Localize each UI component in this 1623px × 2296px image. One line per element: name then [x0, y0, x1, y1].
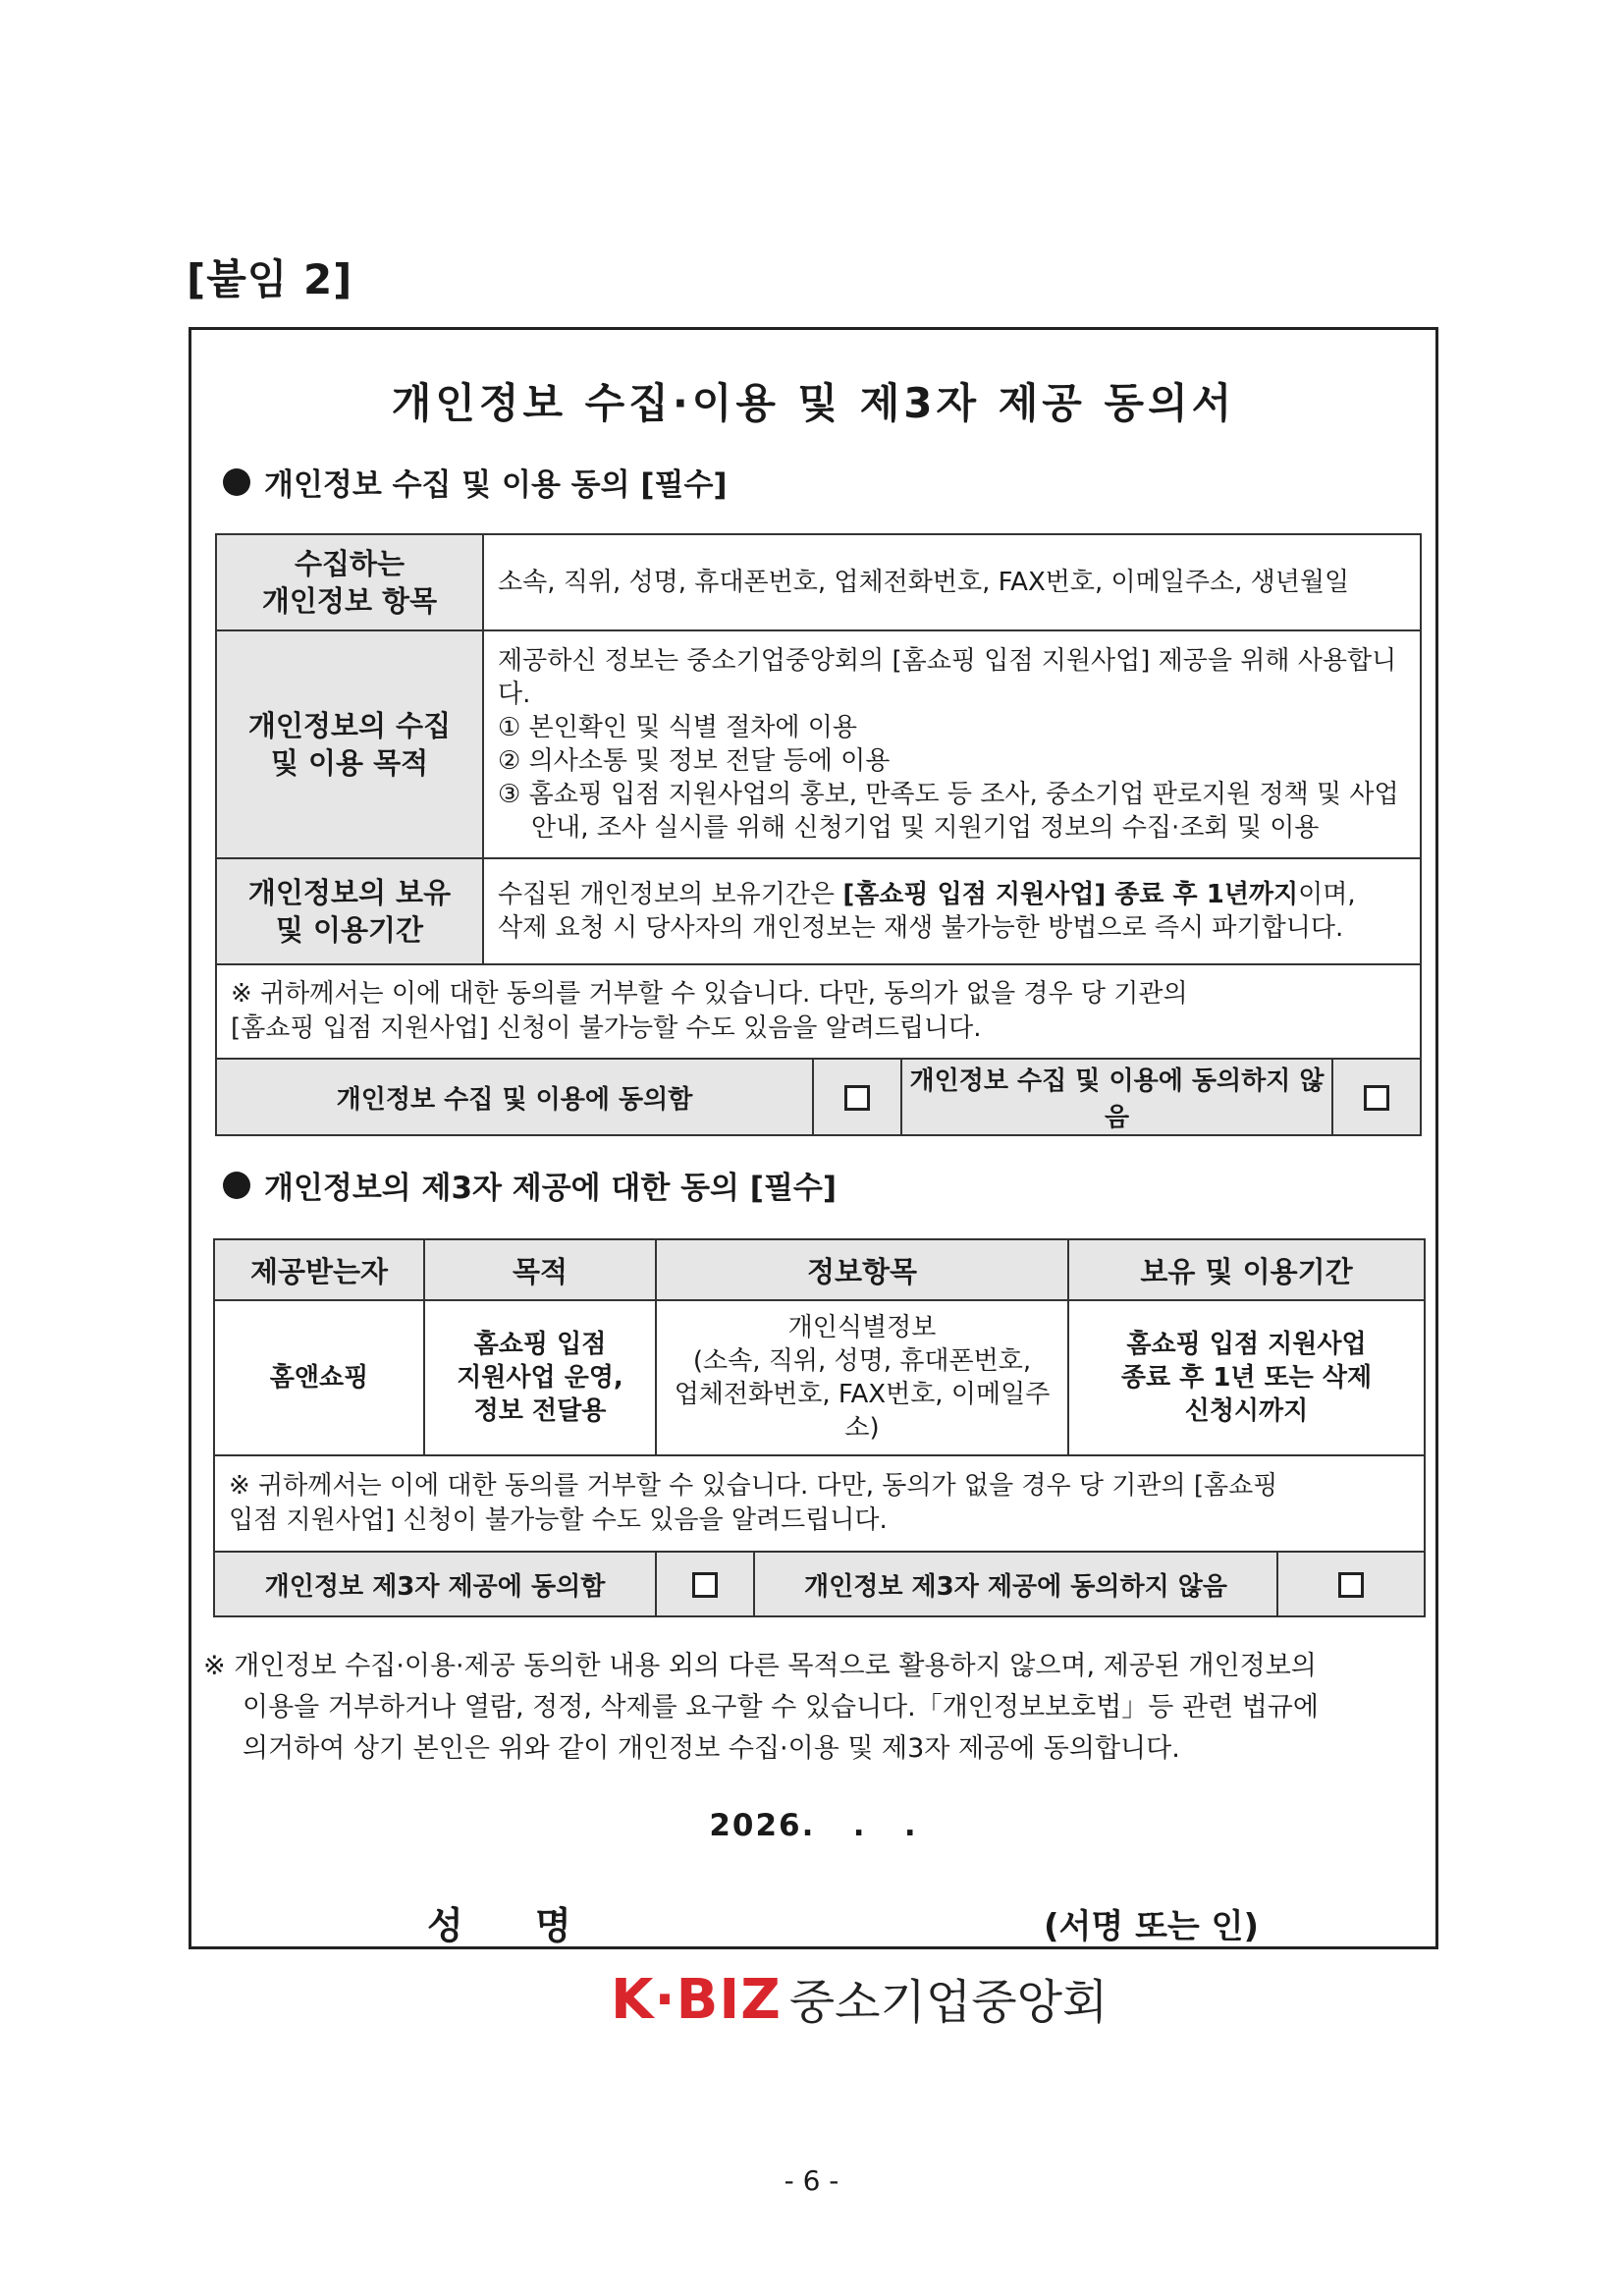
agree-thirdparty-label: 개인정보 제3자 제공에 동의함 — [214, 1552, 656, 1616]
consent-footnote — [203, 1646, 1421, 1770]
items-value-2: 개인식별정보 (소속, 직위, 성명, 휴대폰번호, 업체전화번호, FAX번호, 이메일주소) — [656, 1300, 1068, 1455]
disagree-collection-checkbox[interactable] — [1332, 1059, 1421, 1135]
kbiz-logo-mark: K·BIZ — [611, 1968, 782, 2032]
items-label: 수집하는 개인정보 항목 — [216, 534, 483, 630]
attachment-label: [붙임 2] — [187, 255, 353, 303]
signature-mark: (서명 또는 인) — [1044, 1907, 1259, 1946]
date-line: 2026. . . — [709, 1808, 918, 1843]
recipient-value: 홈앤쇼핑 — [214, 1300, 424, 1455]
bullet-icon — [223, 1172, 250, 1199]
agree-thirdparty-checkbox[interactable] — [656, 1552, 754, 1616]
retention-value — [483, 858, 1421, 964]
col-header-recipient: 제공받는자 — [214, 1239, 424, 1300]
purpose-item-1: ① 본인확인 및 식별 절차에 이용 — [498, 713, 858, 742]
page-number: - 6 - — [784, 2164, 839, 2197]
section1-notice: ※ 귀하께서는 이에 대한 동의를 거부할 수 있습니다. 다만, 동의가 없을 경우 당 기관의 [홈쇼핑 입점 지원사업] 신청이 불가능할 수도 있음을 알려드립니다. — [216, 964, 1421, 1059]
consent-form-frame — [189, 327, 1438, 1949]
checkbox-icon[interactable] — [1364, 1085, 1389, 1111]
section2-heading-text: 개인정보의 제3자 제공에 대한 동의 [필수] — [264, 1171, 838, 1206]
retention-bold: [홈쇼핑 입점 지원사업] 종료 후 1년까지 — [842, 880, 1299, 909]
third-party-consent-table — [213, 1238, 1426, 1617]
kbiz-logo — [611, 1964, 1108, 2032]
retention-label: 개인정보의 보유 및 이용기간 — [216, 858, 483, 964]
kbiz-logo-org: 중소기업중앙회 — [788, 1975, 1109, 2030]
footnote-line-1: ※ 개인정보 수집·이용·제공 동의한 내용 외의 다른 목적으로 활용하지 않으며, 제공된 개인정보의 — [203, 1651, 1317, 1681]
section1-heading-text: 개인정보 수집 및 이용 동의 [필수] — [264, 467, 728, 503]
retention-pre: 수집된 개인정보의 보유기간은 — [498, 880, 843, 909]
signature-name-label: 성 명 — [427, 1904, 571, 1947]
section2-notice: ※ 귀하께서는 이에 대한 동의를 거부할 수 있습니다. 다만, 동의가 없을 경우 당 기관의 [홈쇼핑 입점 지원사업] 신청이 불가능할 수도 있음을 알려드립니다. — [214, 1455, 1425, 1552]
col-header-period: 보유 및 이용기간 — [1068, 1239, 1425, 1300]
disagree-thirdparty-label: 개인정보 제3자 제공에 동의하지 않음 — [754, 1552, 1277, 1616]
footnote-line-3: 의거하여 상기 본인은 위와 같이 개인정보 수집·이용 및 제3자 제공에 동의합니다. — [243, 1733, 1180, 1764]
collection-consent-table — [215, 533, 1422, 1136]
purpose-value-2: 홈쇼핑 입점 지원사업 운영, 정보 전달용 — [424, 1300, 656, 1455]
checkbox-icon[interactable] — [692, 1572, 718, 1598]
footnote-line-2: 이용을 거부하거나 열람, 정정, 삭제를 요구할 수 있습니다.「개인정보보호법」등 관련 법규에 — [243, 1692, 1319, 1722]
bullet-icon — [223, 468, 250, 496]
section2-heading — [223, 1163, 837, 1207]
purpose-item-2: ② 의사소통 및 정보 전달 등에 이용 — [498, 746, 891, 776]
section1-heading — [223, 460, 728, 504]
agree-collection-label: 개인정보 수집 및 이용에 동의함 — [216, 1059, 813, 1135]
purpose-item-3-cont: 안내, 조사 실시를 위해 신청기업 및 지원기업 정보의 수집·조회 및 이용 — [531, 813, 1320, 843]
items-value: 소속, 직위, 성명, 휴대폰번호, 업체전화번호, FAX번호, 이메일주소, 생년월일 — [483, 534, 1421, 630]
purpose-label: 개인정보의 수집 및 이용 목적 — [216, 630, 483, 858]
purpose-item-3: ③ 홈쇼핑 입점 지원사업의 홍보, 만족도 등 조사, 중소기업 판로지원 정책 및 사업 — [498, 780, 1399, 809]
retention-post: 이며, — [1298, 880, 1356, 909]
purpose-intro: 제공하신 정보는 중소기업중앙회의 [홈쇼핑 입점 지원사업] 제공을 위해 사용합니다. — [498, 646, 1397, 709]
retention-line2: 삭제 요청 시 당사자의 개인정보는 재생 불가능한 방법으로 즉시 파기합니다. — [498, 913, 1344, 943]
agree-collection-checkbox[interactable] — [813, 1059, 901, 1135]
purpose-value — [483, 630, 1421, 858]
period-value: 홈쇼핑 입점 지원사업 종료 후 1년 또는 삭제 신청시까지 — [1068, 1300, 1425, 1455]
col-header-purpose: 목적 — [424, 1239, 656, 1300]
disagree-thirdparty-checkbox[interactable] — [1277, 1552, 1425, 1616]
col-header-items: 정보항목 — [656, 1239, 1068, 1300]
document-title: 개인정보 수집·이용 및 제3자 제공 동의서 — [391, 379, 1236, 427]
checkbox-icon[interactable] — [1338, 1572, 1364, 1598]
checkbox-icon[interactable] — [844, 1085, 870, 1111]
disagree-collection-label: 개인정보 수집 및 이용에 동의하지 않음 — [901, 1059, 1332, 1135]
